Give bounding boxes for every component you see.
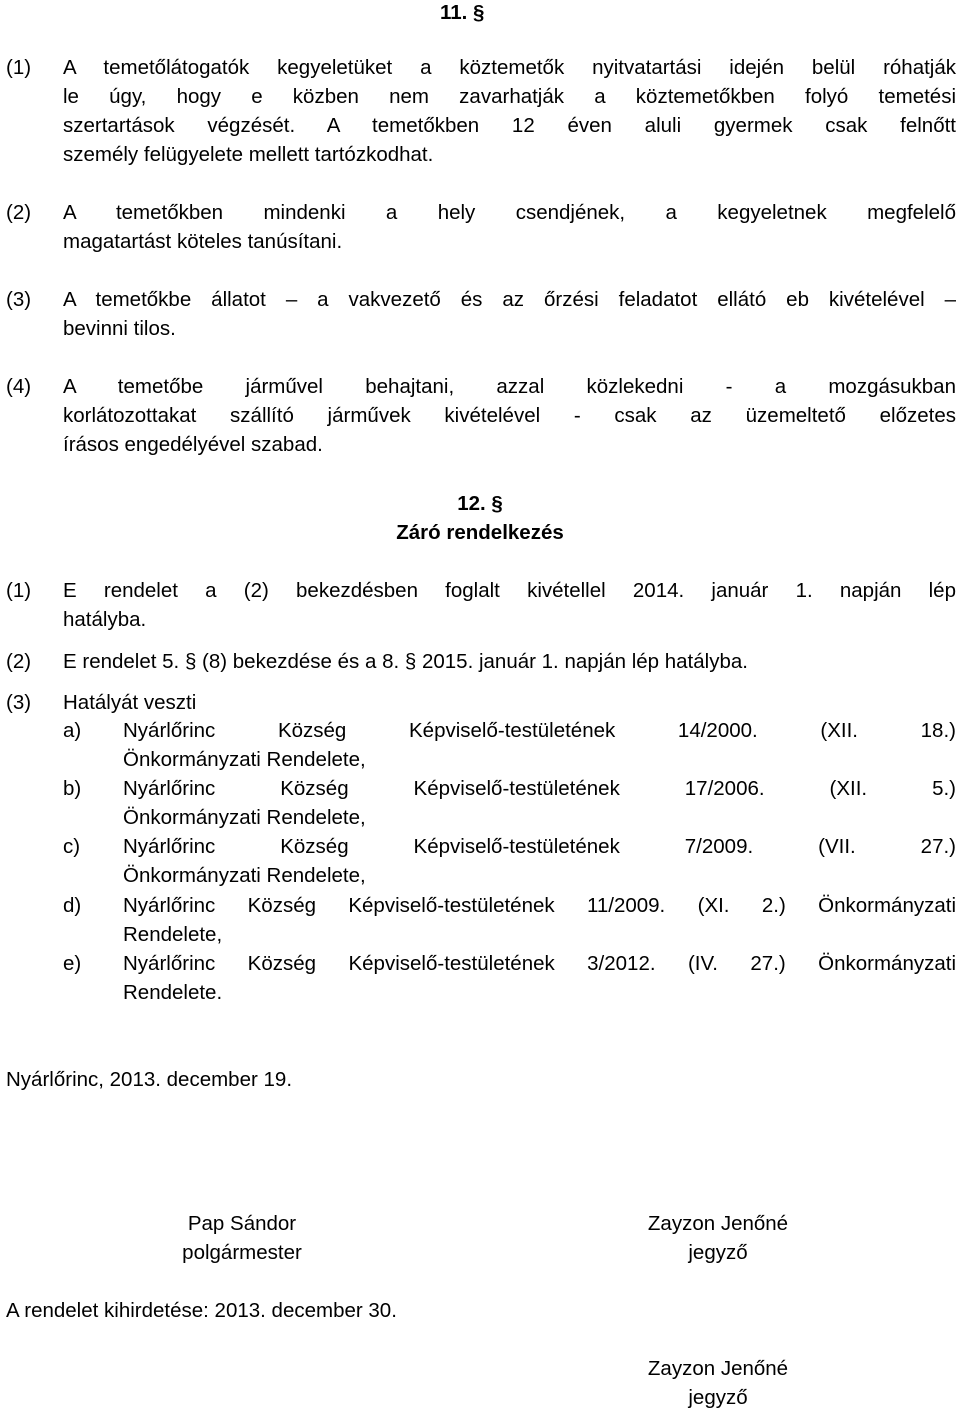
paragraph-number: (2) — [6, 201, 32, 224]
paragraph-line: szertartások végzését. A temetőkben 12 éven aluli gyermek csak felnőtt — [63, 114, 956, 137]
repeal-item-c — [63, 832, 956, 892]
item-letter: b) — [63, 777, 82, 800]
item-line: Rendelete, — [123, 923, 223, 946]
paragraph-number: (1) — [6, 579, 32, 602]
item-letter: e) — [63, 952, 82, 975]
paragraph-line: hatályba. — [63, 608, 147, 631]
section-11-paragraph-3 — [6, 285, 956, 345]
repeal-item-b — [63, 774, 956, 834]
signer-role: polgármester — [182, 1241, 302, 1264]
paragraph-line: le úgy, hogy e közben nem zavarhatják a köztemetőkben folyó temetési — [63, 85, 956, 108]
item-line: Rendelete. — [123, 981, 223, 1004]
section-12-paragraph-3 — [6, 688, 956, 718]
repeal-item-d — [63, 891, 956, 951]
paragraph-line: személy felügyelete mellett tartózkodhat. — [63, 143, 434, 166]
section-11-title: 11. § — [440, 1, 485, 24]
signer-name: Pap Sándor — [187, 1212, 297, 1235]
paragraph-number: (3) — [6, 288, 32, 311]
item-line: Nyárlőrinc Község Képviselő-testületének 7/2009. (VII. 27.) — [123, 835, 956, 858]
item-line: Önkormányzati Rendelete, — [123, 806, 366, 829]
signature-right — [598, 1209, 838, 1267]
repeal-item-a — [63, 716, 956, 776]
paragraph-line: A temetőkbe állatot – a vakvezető és az őrzési feladatot ellátó eb kivételével – — [63, 288, 956, 311]
section-12-paragraph-2 — [6, 647, 956, 677]
item-letter: c) — [63, 835, 81, 858]
paragraph-line: A temetőlátogatók kegyeletüket a köztemetők nyitvatartási idején belül róhatják — [63, 56, 956, 79]
paragraph-number: (2) — [6, 650, 32, 673]
paragraph-line: A temetőbe járművel behajtani, azzal közlekedni - a mozgásukban — [63, 375, 956, 398]
item-line: Nyárlőrinc Község Képviselő-testületének 11/2009. (XI. 2.) Önkormányzati — [123, 894, 956, 917]
paragraph-line: bevinni tilos. — [63, 317, 176, 340]
signature-bottom — [598, 1354, 838, 1412]
paragraph-line: írásos engedélyével szabad. — [63, 433, 323, 456]
item-letter: d) — [63, 894, 82, 917]
item-line: Önkormányzati Rendelete, — [123, 864, 366, 887]
repeal-item-e — [63, 949, 956, 1009]
item-line: Önkormányzati Rendelete, — [123, 748, 366, 771]
paragraph-number: (3) — [6, 691, 32, 714]
item-line: Nyárlőrinc Község Képviselő-testületének 14/2000. (XII. 18.) — [123, 719, 956, 742]
item-letter: a) — [63, 719, 82, 742]
signer-role: jegyző — [688, 1386, 748, 1409]
section-11-paragraph-4 — [6, 372, 956, 462]
signer-role: jegyző — [688, 1241, 748, 1264]
paragraph-line: E rendelet a (2) bekezdésben foglalt kivétellel 2014. január 1. napján lép — [63, 579, 956, 602]
section-12-title: 12. § — [457, 492, 503, 515]
paragraph-number: (4) — [6, 375, 32, 398]
signature-left — [122, 1209, 362, 1267]
section-11-paragraph-1 — [6, 53, 956, 173]
signer-name: Zayzon Jenőné — [647, 1357, 789, 1380]
paragraph-line: magatartást köteles tanúsítani. — [63, 230, 343, 253]
paragraph-number: (1) — [6, 56, 32, 79]
section-11-paragraph-2 — [6, 198, 956, 258]
promulgation-note: A rendelet kihirdetése: 2013. december 30. — [6, 1299, 397, 1322]
section-12-paragraph-1 — [6, 576, 956, 636]
signer-name: Zayzon Jenőné — [647, 1212, 789, 1235]
item-line: Nyárlőrinc Község Képviselő-testületének 17/2006. (XII. 5.) — [123, 777, 956, 800]
section-12-subtitle: Záró rendelkezés — [396, 521, 564, 544]
paragraph-line: E rendelet 5. § (8) bekezdése és a 8. § 2015. január 1. napján lép hatályba. — [63, 650, 748, 673]
place-date: Nyárlőrinc, 2013. december 19. — [6, 1068, 293, 1091]
paragraph-line: A temetőkben mindenki a hely csendjének, a kegyeletnek megfelelő — [63, 201, 956, 224]
paragraph-line: Hatályát veszti — [63, 691, 197, 714]
paragraph-line: korlátozottakat szállító járművek kivételével - csak az üzemeltető előzetes — [63, 404, 956, 427]
item-line: Nyárlőrinc Község Képviselő-testületének 3/2012. (IV. 27.) Önkormányzati — [123, 952, 956, 975]
